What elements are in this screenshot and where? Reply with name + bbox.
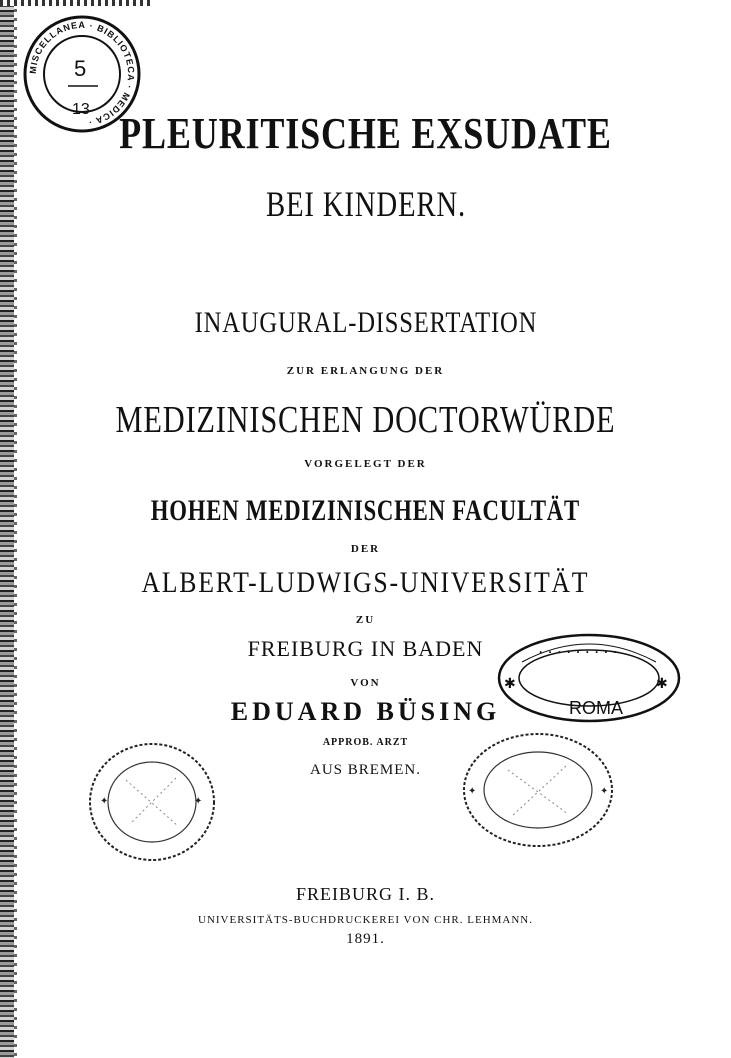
university-line: ALBERT-LUDWIGS-UNIVERSITÄT — [141, 566, 590, 599]
vorgelegt-line: VORGELEGT DER — [304, 458, 427, 470]
zu-line: ZU — [355, 614, 376, 626]
svg-text:✦: ✦ — [194, 796, 203, 807]
svg-text:MISCELLANEA · BIBLIOTECA · MED: MISCELLANEA · BIBLIOTECA · MEDICA · — [27, 19, 137, 128]
city-line: FREIBURG IN BADEN — [247, 636, 484, 661]
faculty-line: HOHEN MEDIZINISCHEN FACULTÄT — [150, 494, 581, 527]
svg-text:✱: ✱ — [504, 675, 516, 691]
svg-text:✱: ✱ — [656, 675, 668, 691]
svg-text:✦: ✦ — [600, 786, 609, 797]
svg-text:✦: ✦ — [100, 796, 109, 807]
round-stamp-left — [86, 740, 218, 864]
doctorate-line: MEDIZINISCHEN DOCTORWÜRDE — [115, 399, 616, 441]
zur-erlangung-line: ZUR ERLANGUNG DER — [286, 365, 445, 377]
author-origin: AUS BREMEN. — [309, 762, 421, 778]
publication-year: 1891. — [346, 931, 385, 947]
printer-line: UNIVERSITÄTS-BUCHDRUCKEREI VON CHR. LEHMANN. — [198, 914, 533, 926]
svg-text:· · · · · · · · ·: · · · · · · · · · — [539, 645, 619, 659]
page-top-edge — [0, 0, 150, 6]
imprint-place: FREIBURG I. B. — [295, 884, 435, 904]
der-line: DER — [350, 543, 381, 555]
author-name: EDUARD BÜSING — [230, 697, 501, 726]
stamp-fraction: 13 — [72, 101, 90, 118]
subtitle: BEI KINDERN. — [265, 184, 466, 224]
stamp-number: 5 — [74, 56, 87, 81]
stamp-roma: ROMA — [569, 698, 623, 718]
round-stamp-right — [460, 730, 616, 850]
svg-text:✦: ✦ — [468, 786, 477, 797]
dissertation-heading: INAUGURAL-DISSERTATION — [194, 306, 537, 339]
title: PLEURITISCHE EXSUDATE — [119, 109, 612, 158]
von-line: VON — [350, 677, 381, 689]
author-title: APPROB. ARZT — [322, 737, 409, 748]
